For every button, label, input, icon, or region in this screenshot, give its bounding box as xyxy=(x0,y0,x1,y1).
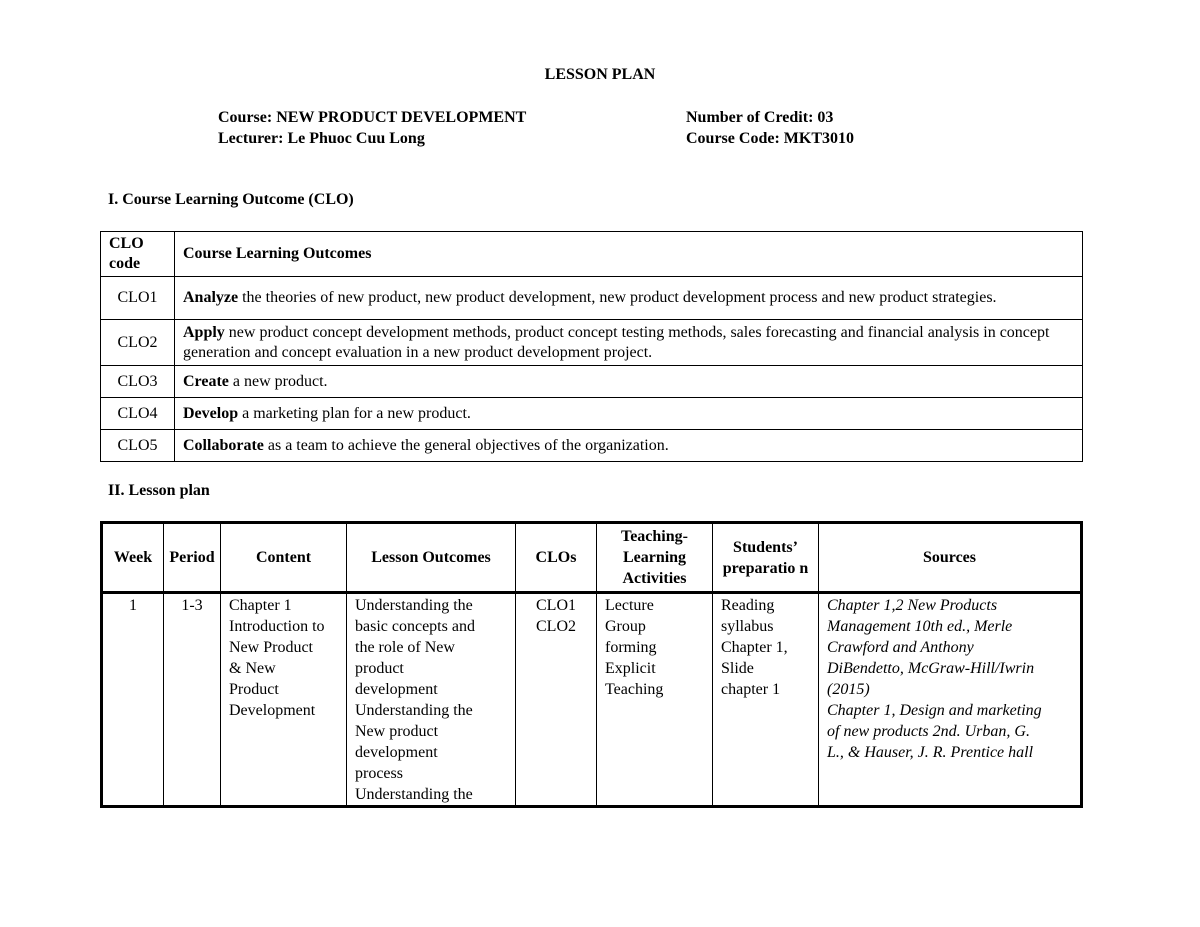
cell-line: CLO2 xyxy=(536,618,576,635)
clo-text: a new product. xyxy=(228,372,328,390)
cell-line: Teaching xyxy=(605,681,664,698)
cell-line: L., & Hauser, J. R. Prentice hall xyxy=(827,744,1034,761)
cell-line: Introduction to xyxy=(229,618,325,635)
content-cell xyxy=(221,593,347,807)
lesson-plan-table xyxy=(100,521,1083,808)
cell-line: New product xyxy=(355,723,439,740)
clo-code-header: CLO code xyxy=(101,232,175,277)
cell-line: process xyxy=(355,765,403,782)
clo-outcome xyxy=(175,320,1083,366)
course-name: Course: NEW PRODUCT DEVELOPMENT xyxy=(218,109,527,126)
cell-line: Product xyxy=(229,681,279,698)
cell-line: development xyxy=(355,744,438,761)
cell-line: basic concepts and xyxy=(355,618,475,635)
clo-code: CLO4 xyxy=(101,398,175,430)
clo-code: CLO5 xyxy=(101,430,175,462)
clo-code: CLO1 xyxy=(101,277,175,320)
week-cell: 1 xyxy=(102,593,164,807)
course-code: Course Code: MKT3010 xyxy=(686,130,854,147)
clo-outcome xyxy=(175,398,1083,430)
clo-table-header xyxy=(101,232,1083,277)
content-header: Content xyxy=(221,523,347,593)
clo-text: new product concept development methods, product concept testing methods, sales forecasting and financial analysis in concept generation and concept evaluation in a new product development project. xyxy=(183,323,1050,361)
clo-text: the theories of new product, new product development, new product development process and new product strategies. xyxy=(238,289,997,306)
document-title: LESSON PLAN xyxy=(544,66,656,83)
cell-line: Chapter 1, Design and marketing xyxy=(827,702,1042,719)
cell-line: Understanding the xyxy=(355,786,473,803)
clo-table xyxy=(100,231,1083,462)
cell-line: CLO1 xyxy=(536,597,576,614)
clos-header: CLOs xyxy=(516,523,597,593)
section-heading-lesson-plan: II. Lesson plan xyxy=(108,482,210,499)
credit-count: Number of Credit: 03 xyxy=(686,109,834,126)
cell-line: & New xyxy=(229,660,276,677)
table-row xyxy=(102,593,1082,807)
cell-line: of new products 2nd. Urban, G. xyxy=(827,723,1030,740)
clo-code: CLO3 xyxy=(101,366,175,398)
cell-line: (2015) xyxy=(827,681,870,698)
cell-line: Chapter 1,2 New Products xyxy=(827,597,998,614)
cell-line: Chapter 1 xyxy=(229,597,292,614)
table-row xyxy=(101,277,1083,320)
cell-line: Management 10th ed., Merle xyxy=(827,618,1013,635)
clo-outcome xyxy=(175,430,1083,462)
cell-line: DiBendetto, McGraw-Hill/Iwrin xyxy=(827,660,1035,677)
cell-line: Development xyxy=(229,702,316,719)
cell-line: Lecture xyxy=(605,597,654,614)
clo-verb: Collaborate xyxy=(183,436,264,454)
clo-outcomes-header: Course Learning Outcomes xyxy=(175,232,1083,277)
activities-cell xyxy=(597,593,713,807)
cell-line: Understanding the xyxy=(355,702,473,719)
activities-header: Teaching-Learning Activities xyxy=(597,523,713,593)
sources-header: Sources xyxy=(819,523,1082,593)
clo-verb: Develop xyxy=(183,404,239,422)
lesson-outcomes-header: Lesson Outcomes xyxy=(347,523,516,593)
clo-outcome xyxy=(175,366,1083,398)
preparation-cell xyxy=(713,593,819,807)
clo-text: a marketing plan for a new product. xyxy=(238,404,471,422)
lesson-outcomes-cell xyxy=(347,593,516,807)
clo-verb: Analyze xyxy=(183,289,239,306)
cell-line: Chapter 1, xyxy=(721,639,788,656)
table-row xyxy=(101,366,1083,398)
week-header: Week xyxy=(102,523,164,593)
cell-line: Explicit xyxy=(605,660,656,677)
cell-line: Understanding the xyxy=(355,597,473,614)
cell-line: Slide xyxy=(721,660,754,677)
course-info xyxy=(218,107,526,149)
clo-outcome xyxy=(175,277,1083,320)
lesson-plan-header xyxy=(102,523,1082,593)
preparation-header: Students’ preparatio n xyxy=(713,523,819,593)
clo-code: CLO2 xyxy=(101,320,175,366)
course-credit-info xyxy=(686,107,854,149)
cell-line: Crawford and Anthony xyxy=(827,639,974,656)
cell-line: product xyxy=(355,660,404,677)
cell-line: syllabus xyxy=(721,618,774,635)
clo-text: as a team to achieve the general objectives of the organization. xyxy=(263,436,669,454)
cell-line: New Product xyxy=(229,639,313,656)
period-cell: 1-3 xyxy=(164,593,221,807)
sources-cell xyxy=(819,593,1082,807)
table-row xyxy=(101,398,1083,430)
table-row xyxy=(101,430,1083,462)
clo-verb: Create xyxy=(183,372,229,390)
cell-line: chapter 1 xyxy=(721,681,781,698)
cell-line: Group xyxy=(605,618,646,635)
table-row xyxy=(101,320,1083,366)
cell-line: Reading xyxy=(721,597,775,614)
section-heading-clo: I. Course Learning Outcome (CLO) xyxy=(108,191,354,208)
cell-line: forming xyxy=(605,639,657,656)
cell-line: development xyxy=(355,681,438,698)
period-header: Period xyxy=(164,523,221,593)
clo-verb: Apply xyxy=(183,323,225,341)
cell-line: the role of New xyxy=(355,639,455,656)
lecturer-name: Lecturer: Le Phuoc Cuu Long xyxy=(218,130,425,147)
clos-cell xyxy=(516,593,597,807)
